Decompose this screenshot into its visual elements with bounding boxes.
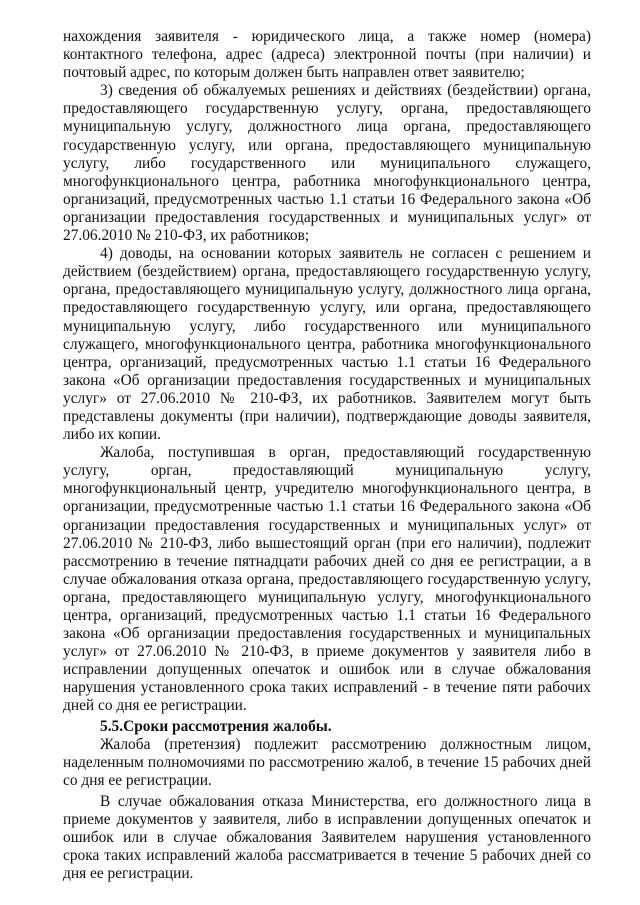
paragraph-item-3: 3) сведения об обжалуемых решениях и действиях (бездействии) органа, предоставляющего государственную услугу, органа, предоставляющего муниципальную услугу, должностного лица органа, предоставляющего государственную услугу, или органа, предоставляющего муниципальную услугу, либо государственного или муниципального служащего, многофункционального центра, работника многофункционального центра, организаций, предусмотренных частью 1.1 статьи 16 Федерального закона «Об организации предоставления государственных и муниципальных услуг» от 27.06.2010 № 210-ФЗ, их работников;: [63, 82, 591, 245]
paragraph-item-4: 4) доводы, на основании которых заявитель не согласен с решением и действием (бездействием) органа, предоставляющего государственную услугу, органа, предоставляющего муниципальную услугу, должностного лица органа, предоставляющего государственную услугу, или органа, предоставляющего муниципальную услугу, либо государственного или муниципального служащего, многофункционального центра, работника многофункционального центра, организаций, предусмотренных частью 1.1 статьи 16 Федерального закона «Об организации предоставления государственных и муниципальных услуг» от 27.06.2010 № 210-ФЗ, их работников. Заявителем могут быть представлены документы (при наличии), подтверждающие доводы заявителя, либо их копии.: [63, 245, 591, 444]
paragraph-refusal-appeal: В случае обжалования отказа Министерства, его должностного лица в приеме документов у заявителя, либо в исправлении допущенных опечаток и ошибок или в случае обжалования Заявителем нарушения установленного срока таких исправлений жалоба рассматривается в течение 5 рабочих дней со дня ее регистрации.: [63, 792, 591, 883]
section-heading: 5.5.Сроки рассмотрения жалобы.: [100, 717, 332, 735]
paragraph-complaint-review: Жалоба, поступившая в орган, предоставляющий государственную услугу, орган, предоставляющий муниципальную услугу, многофункциональный центр, учредителю многофункционального центра, в организации, предусмотренные частью 1.1 статьи 16 Федерального закона «Об организации предоставления государственных и муниципальных услуг» от 27.06.2010 № 210-ФЗ, либо вышестоящий орган (при его наличии), подлежит рассмотрению в течение пятнадцати рабочих дней со дня ее регистрации, а в случае обжалования отказа органа, предоставляющего государственную услугу, органа, предоставляющего муниципальную услугу, многофункционального центра, организаций, предусмотренных частью 1.1 статьи 16 Федерального закона «Об организации предоставления государственных и муниципальных услуг» от 27.06.2010 № 210-ФЗ, в приеме документов у заявителя либо в исправлении допущенных опечаток и ошибок или в случае обжалования нарушения установленного срока таких исправлений - в течение пяти рабочих дней со дня ее регистрации.: [63, 444, 591, 715]
paragraph-review-term: Жалоба (претензия) подлежит рассмотрению должностным лицом, наделенным полномочиями по рассмотрению жалоб, в течение 15 рабочих дней со дня ее регистрации.: [63, 735, 591, 789]
paragraph-continuation: нахождения заявителя - юридического лица, а также номер (номера) контактного телефона, адрес (адреса) электронной почты (при наличии) и почтовый адрес, по которым должен быть направлен ответ заявителю;: [63, 28, 591, 82]
document-page: [63, 28, 591, 883]
